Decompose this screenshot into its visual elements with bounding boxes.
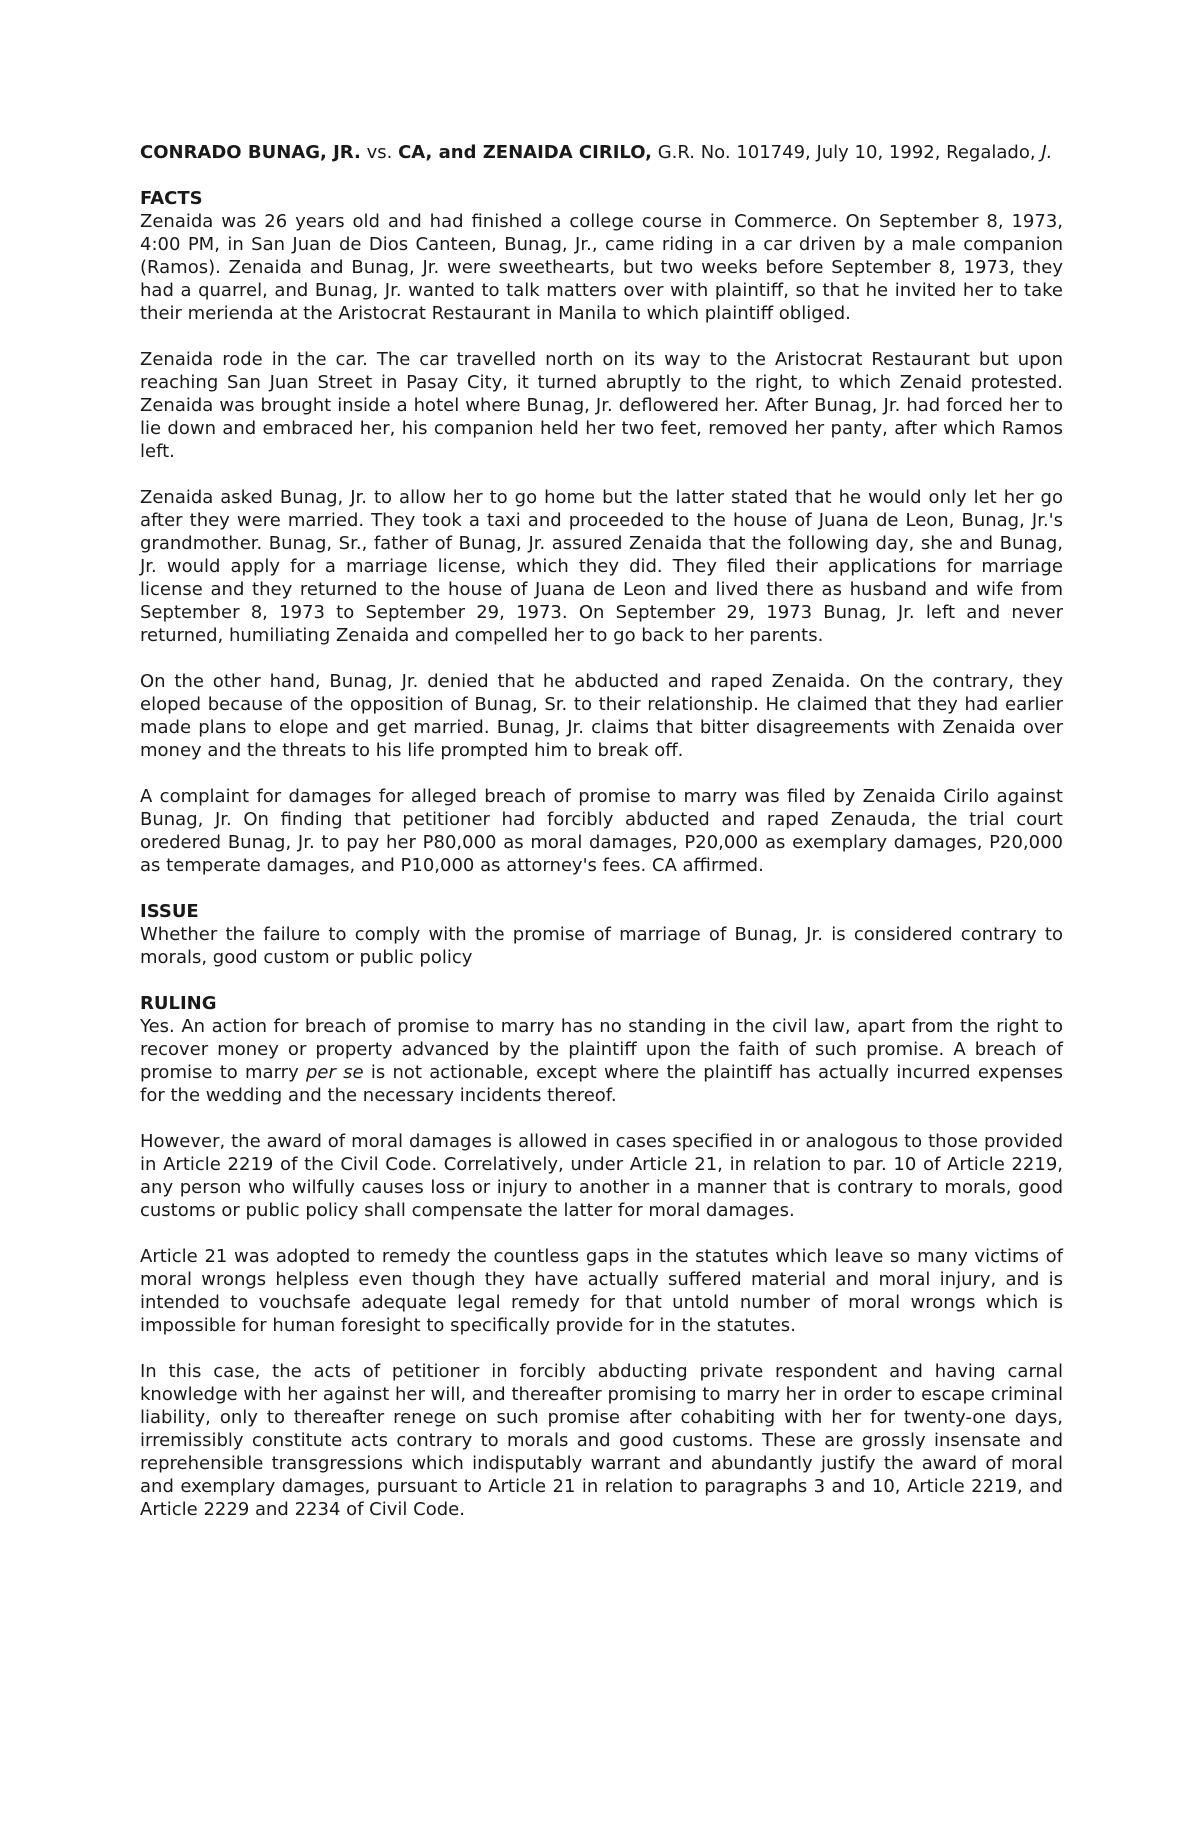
ruling-text-before: Yes. An action for breach of promise to marry has no standing in the civil law, apart from the right to recover money or property advanced by the plaintiff upon the faith of such promise. A breach of promise to marry bbox=[140, 1016, 1063, 1083]
ruling-paragraph: Article 21 was adopted to remedy the countless gaps in the statutes which leave so many victims of moral wrongs helpless even though they have actually suffered material and moral injury, and is intended to vouchsafe adequate legal remedy for that untold number of moral wrongs which is impossible for human foresight to specifically provide for in the statutes. bbox=[140, 1246, 1063, 1336]
ruling-paragraph: In this case, the acts of petitioner in forcibly abducting private respondent and having carnal knowledge with her against her will, and thereafter promising to marry her in order to escape criminal liability, only to thereafter renege on such promise after cohabiting with her for twenty-one days, irremissibly constitute acts contrary to morals and good customs. These are grossly insensate and reprehensible transgressions which indisputably warrant and abundantly justify the award of moral and exemplary damages, pursuant to Article 21 in relation to paragraphs 3 and 10, Article 2219, and Article 2229 and 2234 of Civil Code. bbox=[140, 1361, 1063, 1520]
ruling-text-after: is not actionable, except where the plaintiff has actually incurred expenses for the wedding and the necessary incidents thereof. bbox=[140, 1062, 1064, 1106]
facts-paragraph: On the other hand, Bunag, Jr. denied that he abducted and raped Zenaida. On the contrary, they eloped because of the opposition of Bunag, Sr. to their relationship. He claimed that they had earlier made plans to elope and get married. Bunag, Jr. claims that bitter disagreements with Zenaida over money and the threats to his life prompted him to break off. bbox=[140, 671, 1063, 761]
ruling-emphasis: per se bbox=[305, 1062, 364, 1083]
issue-text: Whether the failure to comply with the promise of marriage of Bunag, Jr. is considered contrary to morals, good custom or public policy bbox=[140, 924, 1063, 968]
issue-heading: ISSUE bbox=[140, 901, 199, 922]
case-citation: G.R. No. 101749, July 10, 1992, Regalado, bbox=[657, 142, 1036, 163]
facts-heading: FACTS bbox=[140, 188, 203, 209]
petitioner-name: CONRADO BUNAG, JR. bbox=[140, 142, 361, 163]
versus-text: vs. bbox=[366, 142, 393, 163]
ruling-paragraph-first bbox=[140, 1015, 1063, 1107]
case-title bbox=[140, 141, 1063, 164]
ruling-paragraph: However, the award of moral damages is allowed in cases specified in or analogous to those provided in Article 2219 of the Civil Code. Correlatively, under Article 21, in relation to par. 10 of Article 2219, any person who wilfully causes loss or injury to another in a manner that is contrary to morals, good customs or public policy shall compensate the latter for moral damages. bbox=[140, 1131, 1063, 1221]
justice-abbrev: J. bbox=[1041, 142, 1053, 163]
respondents-name: CA, and ZENAIDA CIRILO, bbox=[398, 142, 652, 163]
facts-paragraph: Zenaida asked Bunag, Jr. to allow her to go home but the latter stated that he would only let her go after they were married. They took a taxi and proceeded to the house of Juana de Leon, Bunag, Jr.'s grandmother. Bunag, Sr., father of Bunag, Jr. assured Zenaida that the following day, she and Bunag, Jr. would apply for a marriage license, which they did. They filed their applications for marriage license and they returned to the house of Juana de Leon and lived there as husband and wife from September 8, 1973 to September 29, 1973. On September 29, 1973 Bunag, Jr. left and never returned, humiliating Zenaida and compelled her to go back to her parents. bbox=[140, 487, 1063, 646]
case-digest-page bbox=[140, 141, 1063, 1544]
facts-paragraph: A complaint for damages for alleged breach of promise to marry was filed by Zenaida Cirilo against Bunag, Jr. On finding that petitioner had forcibly abducted and raped Zenauda, the trial court oredered Bunag, Jr. to pay her P80,000 as moral damages, P20,000 as exemplary damages, P20,000 as temperate damages, and P10,000 as attorney's fees. CA affirmed. bbox=[140, 786, 1063, 876]
facts-paragraph: Zenaida rode in the car. The car travelled north on its way to the Aristocrat Restaurant but upon reaching San Juan Street in Pasay City, it turned abruptly to the right, to which Zenaid protested. Zenaida was brought inside a hotel where Bunag, Jr. deflowered her. After Bunag, Jr. had forced her to lie down and embraced her, his companion held her two feet, removed her panty, after which Ramos left. bbox=[140, 349, 1063, 462]
ruling-heading: RULING bbox=[140, 993, 217, 1014]
facts-paragraph: Zenaida was 26 years old and had finished a college course in Commerce. On September 8, 1973, 4:00 PM, in San Juan de Dios Canteen, Bunag, Jr., came riding in a car driven by a male companion (Ramos). Zenaida and Bunag, Jr. were sweethearts, but two weeks before September 8, 1973, they had a quarrel, and Bunag, Jr. wanted to talk matters over with plaintiff, so that he invited her to take their merienda at the Aristocrat Restaurant in Manila to which plaintiff obliged. bbox=[140, 211, 1063, 324]
